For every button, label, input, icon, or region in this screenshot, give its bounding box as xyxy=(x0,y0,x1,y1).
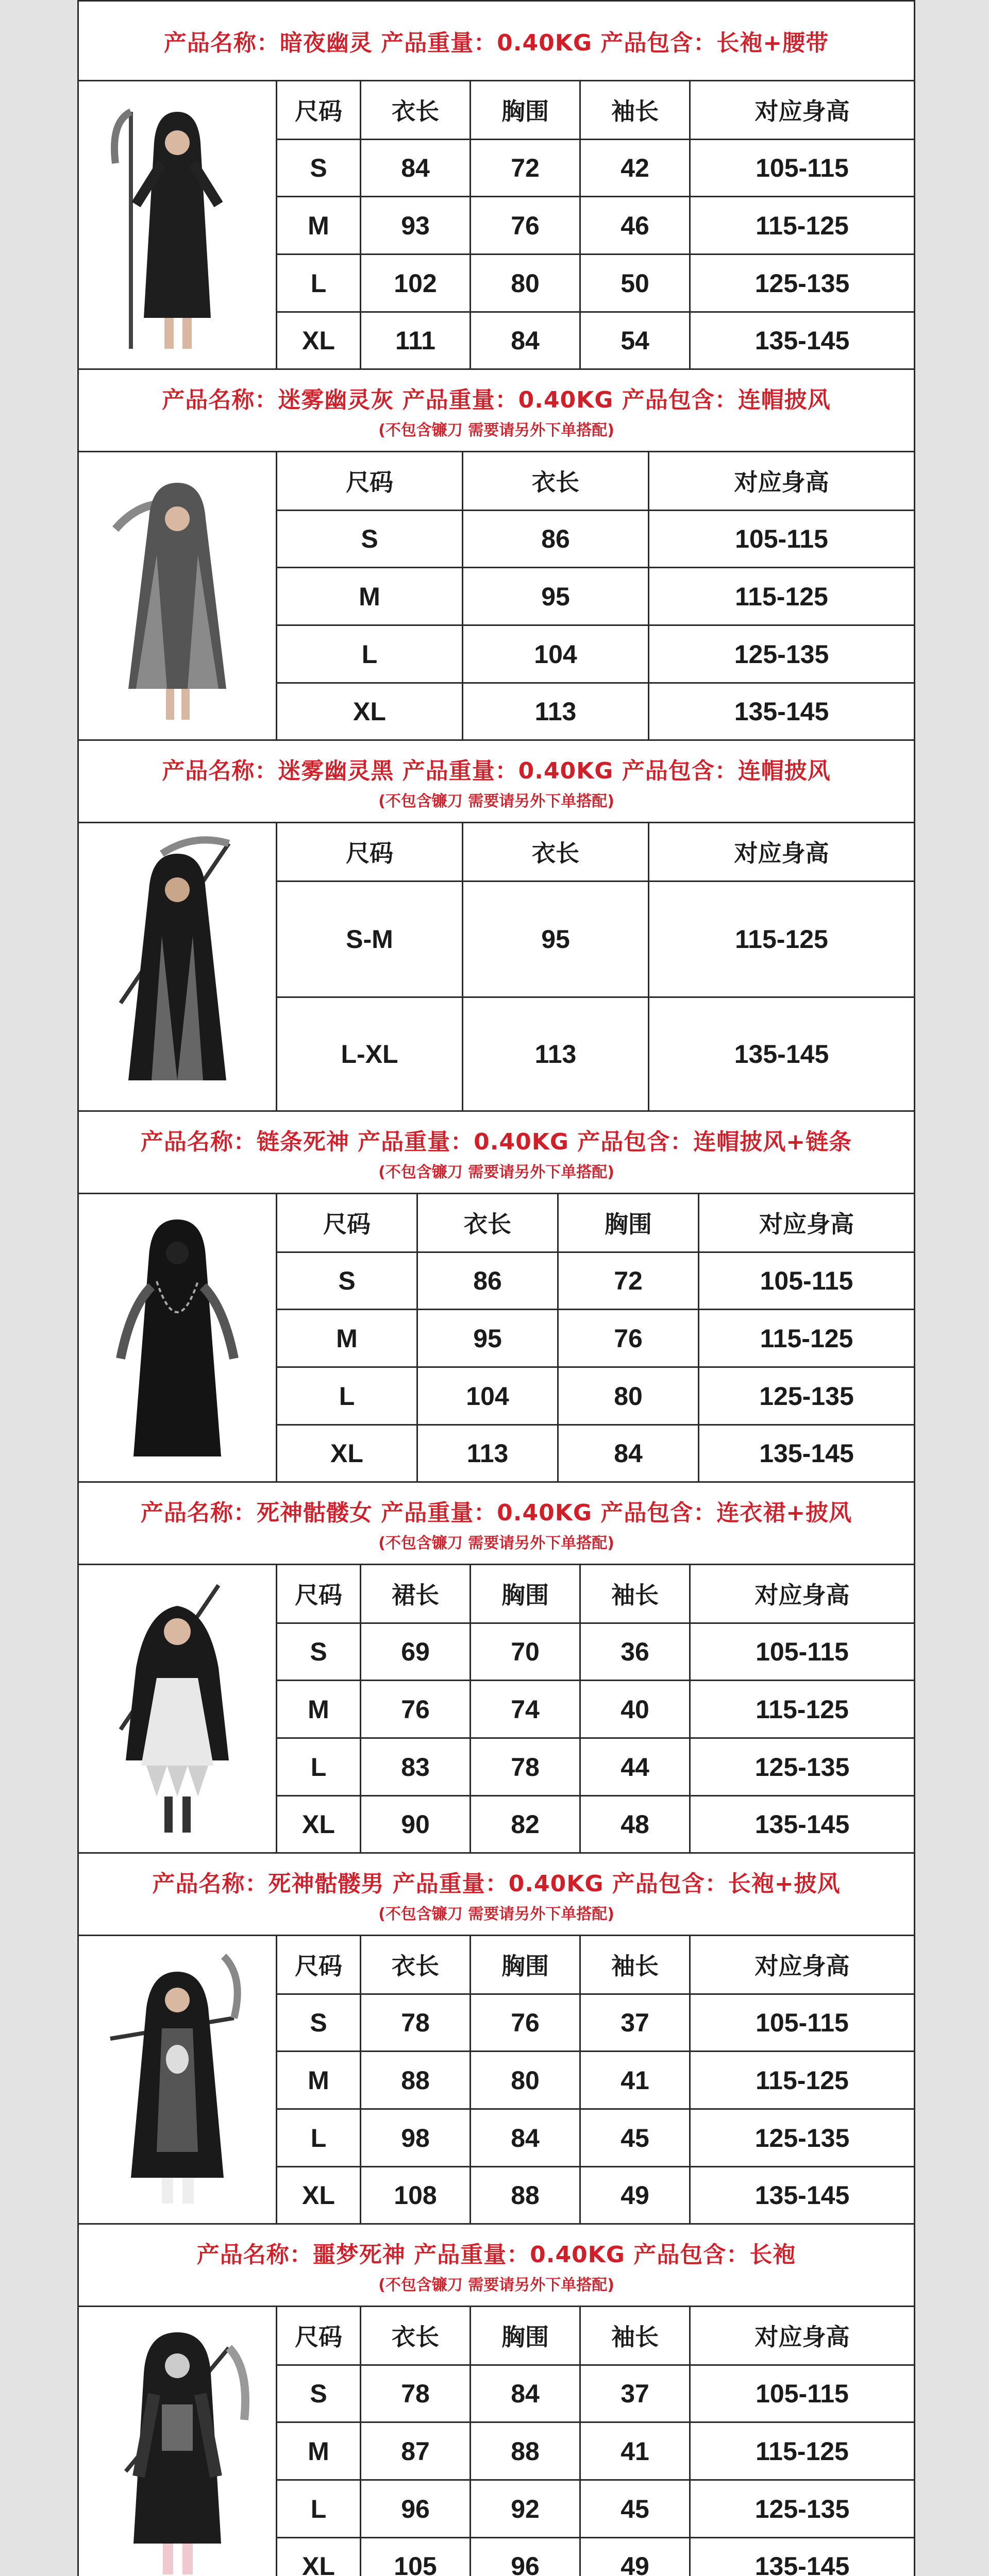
product-title: 产品名称：死神骷髅男 产品重量：0.40KG 产品包含：长袍+披风 xyxy=(152,1870,841,1897)
col-header: 裙长 xyxy=(361,1565,471,1623)
height-cell: 135-145 xyxy=(755,1810,850,1839)
value-cell: 113 xyxy=(463,997,649,1110)
height-cell: 135-145 xyxy=(734,1039,829,1069)
product-section xyxy=(79,452,914,741)
value-cell: 113 xyxy=(417,1425,558,1481)
value-cell: 96 xyxy=(471,2538,580,2576)
height-cell: 135-145 xyxy=(755,326,850,355)
value-cell: 78 xyxy=(361,1994,471,2052)
height-cell: 135-145 xyxy=(755,2552,850,2576)
value-cell: 54 xyxy=(580,312,690,368)
height-cell: 115-125 xyxy=(699,1310,914,1367)
product-title: 产品名称：迷雾幽灵黑 产品重量：0.40KG 产品包含：连帽披风 xyxy=(162,757,831,784)
height-cell: 125-135 xyxy=(690,2109,914,2167)
value-cell: 102 xyxy=(361,255,471,312)
table-row xyxy=(277,139,914,197)
height-cell: 105-115 xyxy=(690,1623,914,1681)
col-header: 胸围 xyxy=(471,2307,580,2365)
height-cell: 115-125 xyxy=(690,2422,914,2480)
size-cell: S xyxy=(277,510,463,568)
col-header: 对应身高 xyxy=(649,452,914,510)
product-note: (不包含镰刀 需要请另外下单搭配) xyxy=(378,421,614,439)
col-header: 胸围 xyxy=(471,1565,580,1623)
value-cell: 80 xyxy=(471,2052,580,2109)
value-cell: 105 xyxy=(361,2538,471,2576)
height-cell: 115-125 xyxy=(690,2052,914,2109)
value-cell: 88 xyxy=(361,2052,471,2109)
size-cell: S-M xyxy=(277,881,463,997)
value-cell: 88 xyxy=(471,2422,580,2480)
col-header: 胸围 xyxy=(471,1936,580,1994)
size-cell: L xyxy=(277,1738,361,1796)
product-section xyxy=(79,1936,914,2225)
height-cell: 125-135 xyxy=(690,255,914,312)
value-cell: 40 xyxy=(580,1681,690,1738)
col-header: 尺码 xyxy=(277,1194,417,1252)
value-cell: 37 xyxy=(580,1994,690,2052)
product-note: (不包含镰刀 需要请另外下单搭配) xyxy=(378,1163,614,1181)
size-cell: L-XL xyxy=(277,997,463,1110)
col-header: 对应身高 xyxy=(649,823,914,881)
product-photo xyxy=(79,1194,277,1481)
value-cell: 48 xyxy=(580,1796,690,1852)
table-row xyxy=(277,312,914,368)
col-header: 袖长 xyxy=(580,1936,690,1994)
value-cell: 84 xyxy=(558,1425,699,1481)
value-cell: 70 xyxy=(471,1623,580,1681)
value-cell: 92 xyxy=(471,2480,580,2538)
value-cell: 44 xyxy=(580,1738,690,1796)
table-row xyxy=(277,2422,914,2480)
size-cell: M xyxy=(277,1310,417,1367)
value-cell: 37 xyxy=(580,2365,690,2422)
size-cell: L xyxy=(277,625,463,683)
product-photo xyxy=(79,2307,277,2576)
product-section xyxy=(79,1565,914,1854)
value-cell: 42 xyxy=(580,139,690,197)
size-cell: M xyxy=(277,197,361,255)
value-cell: 72 xyxy=(471,139,580,197)
height-cell: 115-125 xyxy=(649,881,914,997)
height-cell: 105-115 xyxy=(690,1994,914,2052)
table-row xyxy=(277,1310,914,1367)
table-row xyxy=(277,1681,914,1738)
col-header: 衣长 xyxy=(361,2307,471,2365)
product-photo xyxy=(79,81,277,368)
value-cell: 84 xyxy=(471,312,580,368)
height-cell: 125-135 xyxy=(690,2480,914,2538)
col-header: 尺码 xyxy=(277,452,463,510)
value-cell: 84 xyxy=(471,2109,580,2167)
costume-figure-icon xyxy=(100,2317,255,2576)
table-row xyxy=(277,510,914,568)
col-header: 袖长 xyxy=(580,2307,690,2365)
value-cell: 76 xyxy=(361,1681,471,1738)
table-row xyxy=(277,1425,914,1481)
product-header xyxy=(79,1483,914,1565)
size-chart-page xyxy=(77,0,915,2576)
value-cell: 50 xyxy=(580,255,690,312)
value-cell: 96 xyxy=(361,2480,471,2538)
value-cell: 45 xyxy=(580,2480,690,2538)
value-cell: 104 xyxy=(417,1367,558,1425)
value-cell: 76 xyxy=(558,1310,699,1367)
height-cell: 115-125 xyxy=(690,1681,914,1738)
value-cell: 95 xyxy=(463,568,649,625)
size-cell: M xyxy=(277,1681,361,1738)
table-row xyxy=(277,1252,914,1310)
size-cell: XL xyxy=(277,2538,361,2576)
value-cell: 41 xyxy=(580,2422,690,2480)
table-row xyxy=(277,683,914,739)
table-row xyxy=(277,2052,914,2109)
product-header xyxy=(79,2225,914,2307)
value-cell: 80 xyxy=(558,1367,699,1425)
value-cell: 86 xyxy=(463,510,649,568)
value-cell: 87 xyxy=(361,2422,471,2480)
col-header: 对应身高 xyxy=(690,1565,914,1623)
table-row xyxy=(277,568,914,625)
product-title: 产品名称：死神骷髅女 产品重量：0.40KG 产品包含：连衣裙+披风 xyxy=(140,1499,852,1526)
height-cell: 125-135 xyxy=(690,1738,914,1796)
col-header: 衣长 xyxy=(417,1194,558,1252)
costume-figure-icon xyxy=(100,91,255,359)
col-header: 尺码 xyxy=(277,823,463,881)
product-section xyxy=(79,2307,914,2576)
size-cell: M xyxy=(277,2422,361,2480)
product-title: 产品名称：暗夜幽灵 产品重量：0.40KG 产品包含：长袍+腰带 xyxy=(163,30,829,56)
value-cell: 49 xyxy=(580,2538,690,2576)
product-photo xyxy=(79,1936,277,2223)
value-cell: 95 xyxy=(417,1310,558,1367)
size-cell: S xyxy=(277,1623,361,1681)
height-cell: 135-145 xyxy=(759,1439,854,1468)
col-header: 衣长 xyxy=(361,1936,471,1994)
value-cell: 76 xyxy=(471,1994,580,2052)
value-cell: 86 xyxy=(417,1252,558,1310)
size-cell: S xyxy=(277,1994,361,2052)
product-photo xyxy=(79,1565,277,1852)
table-row xyxy=(277,2480,914,2538)
table-row xyxy=(277,2365,914,2422)
size-cell: L xyxy=(277,2109,361,2167)
costume-figure-icon xyxy=(100,462,255,730)
size-cell: XL xyxy=(277,1796,361,1852)
value-cell: 90 xyxy=(361,1796,471,1852)
height-cell: 115-125 xyxy=(690,197,914,255)
height-cell: 105-115 xyxy=(699,1252,914,1310)
product-note: (不包含镰刀 需要请另外下单搭配) xyxy=(378,1534,614,1552)
size-cell: S xyxy=(277,139,361,197)
value-cell: 108 xyxy=(361,2167,471,2223)
product-title: 产品名称：噩梦死神 产品重量：0.40KG 产品包含：长袍 xyxy=(196,2241,796,2268)
value-cell: 84 xyxy=(471,2365,580,2422)
height-cell: 105-115 xyxy=(649,510,914,568)
value-cell: 74 xyxy=(471,1681,580,1738)
table-row xyxy=(277,1738,914,1796)
size-table xyxy=(277,1194,914,1481)
costume-figure-icon xyxy=(100,1204,255,1472)
product-section xyxy=(79,823,914,1112)
product-note: (不包含镰刀 需要请另外下单搭配) xyxy=(378,2276,614,2294)
table-row xyxy=(277,197,914,255)
value-cell: 78 xyxy=(361,2365,471,2422)
size-cell: L xyxy=(277,2480,361,2538)
product-title: 产品名称：链条死神 产品重量：0.40KG 产品包含：连帽披风+链条 xyxy=(140,1128,852,1155)
col-header: 尺码 xyxy=(277,2307,361,2365)
size-cell: XL xyxy=(277,2167,361,2223)
value-cell: 113 xyxy=(463,683,649,739)
height-cell: 135-145 xyxy=(734,697,829,726)
col-header: 对应身高 xyxy=(699,1194,914,1252)
size-cell: XL xyxy=(277,312,361,368)
product-header xyxy=(79,741,914,823)
table-row xyxy=(277,2109,914,2167)
value-cell: 78 xyxy=(471,1738,580,1796)
size-table xyxy=(277,452,914,739)
table-row xyxy=(277,1623,914,1681)
value-cell: 104 xyxy=(463,625,649,683)
size-cell: S xyxy=(277,1252,417,1310)
product-header xyxy=(79,1854,914,1936)
value-cell: 76 xyxy=(471,197,580,255)
product-title: 产品名称：迷雾幽灵灰 产品重量：0.40KG 产品包含：连帽披风 xyxy=(162,386,831,413)
height-cell: 125-135 xyxy=(649,625,914,683)
costume-figure-icon xyxy=(100,1575,255,1843)
table-row xyxy=(277,2167,914,2223)
costume-figure-icon xyxy=(100,833,255,1101)
size-table xyxy=(277,1565,914,1852)
col-header: 衣长 xyxy=(463,452,649,510)
product-header xyxy=(79,1112,914,1194)
size-cell: L xyxy=(277,255,361,312)
table-row xyxy=(277,1796,914,1852)
value-cell: 49 xyxy=(580,2167,690,2223)
col-header: 衣长 xyxy=(463,823,649,881)
product-note: (不包含镰刀 需要请另外下单搭配) xyxy=(378,792,614,810)
table-row xyxy=(277,1994,914,2052)
height-cell: 135-145 xyxy=(755,2181,850,2210)
table-row xyxy=(277,255,914,312)
col-header: 胸围 xyxy=(471,81,580,139)
size-table xyxy=(277,823,914,1110)
costume-figure-icon xyxy=(100,1946,255,2214)
height-cell: 125-135 xyxy=(699,1367,914,1425)
product-photo xyxy=(79,452,277,739)
col-header: 袖长 xyxy=(580,1565,690,1623)
table-row xyxy=(277,881,914,997)
col-header: 对应身高 xyxy=(690,1936,914,1994)
size-table xyxy=(277,1936,914,2223)
size-cell: XL xyxy=(277,1425,417,1481)
value-cell: 98 xyxy=(361,2109,471,2167)
col-header: 衣长 xyxy=(361,81,471,139)
table-row xyxy=(277,997,914,1110)
size-cell: S xyxy=(277,2365,361,2422)
table-row xyxy=(277,1367,914,1425)
value-cell: 80 xyxy=(471,255,580,312)
product-section xyxy=(79,81,914,370)
size-cell: M xyxy=(277,568,463,625)
col-header: 袖长 xyxy=(580,81,690,139)
size-cell: M xyxy=(277,2052,361,2109)
height-cell: 105-115 xyxy=(690,139,914,197)
col-header: 胸围 xyxy=(558,1194,699,1252)
value-cell: 46 xyxy=(580,197,690,255)
col-header: 对应身高 xyxy=(690,2307,914,2365)
col-header: 尺码 xyxy=(277,1936,361,1994)
col-header: 对应身高 xyxy=(690,81,914,139)
value-cell: 72 xyxy=(558,1252,699,1310)
value-cell: 88 xyxy=(471,2167,580,2223)
product-header xyxy=(79,370,914,452)
product-section xyxy=(79,1194,914,1483)
value-cell: 82 xyxy=(471,1796,580,1852)
table-row xyxy=(277,2538,914,2576)
product-photo xyxy=(79,823,277,1110)
value-cell: 111 xyxy=(361,312,471,368)
col-header: 尺码 xyxy=(277,81,361,139)
value-cell: 69 xyxy=(361,1623,471,1681)
value-cell: 93 xyxy=(361,197,471,255)
size-table xyxy=(277,81,914,368)
product-header xyxy=(79,0,914,81)
size-table xyxy=(277,2307,914,2576)
value-cell: 45 xyxy=(580,2109,690,2167)
value-cell: 41 xyxy=(580,2052,690,2109)
value-cell: 84 xyxy=(361,139,471,197)
value-cell: 36 xyxy=(580,1623,690,1681)
table-row xyxy=(277,625,914,683)
value-cell: 95 xyxy=(463,881,649,997)
height-cell: 105-115 xyxy=(690,2365,914,2422)
size-cell: XL xyxy=(277,683,463,739)
height-cell: 115-125 xyxy=(649,568,914,625)
col-header: 尺码 xyxy=(277,1565,361,1623)
value-cell: 83 xyxy=(361,1738,471,1796)
size-cell: L xyxy=(277,1367,417,1425)
product-note: (不包含镰刀 需要请另外下单搭配) xyxy=(378,1905,614,1923)
